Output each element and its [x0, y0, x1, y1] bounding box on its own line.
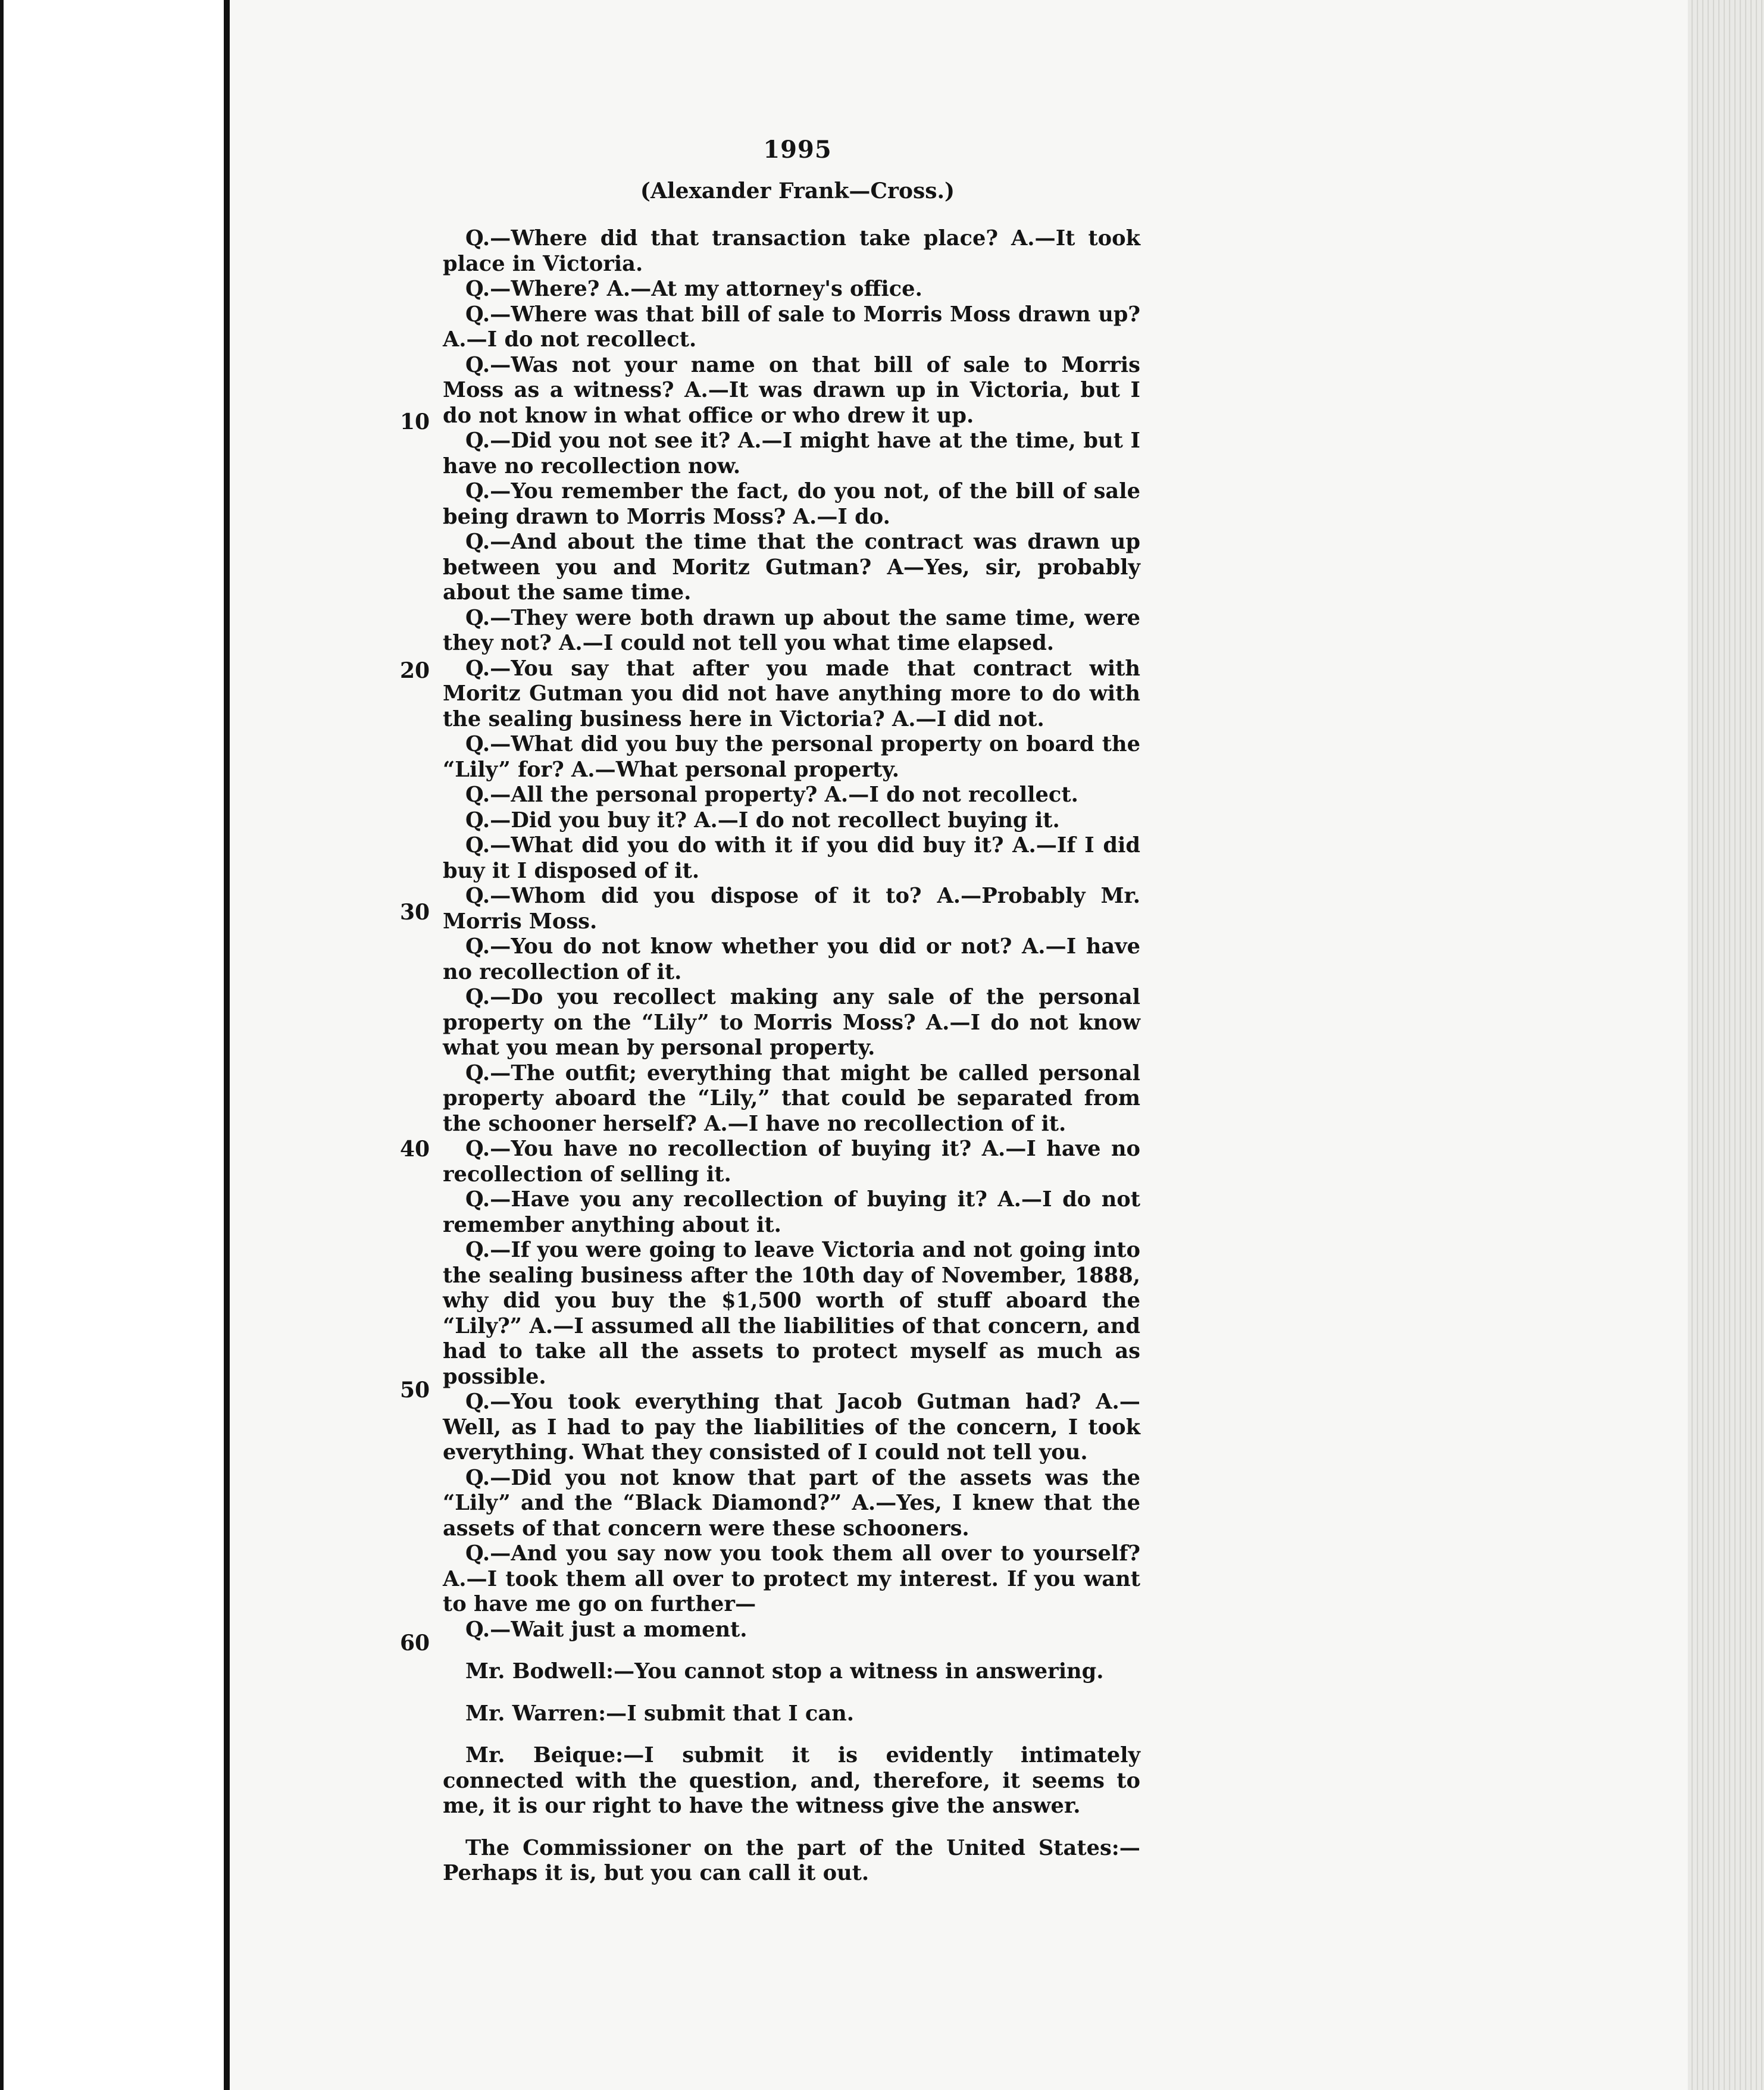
testimony-paragraph: Q.—They were both drawn up about the same time, were they not? A.—I could not tell you what time elapsed.	[443, 605, 1140, 655]
testimony-paragraph: Q.—All the personal property? A.—I do not recollect.	[465, 783, 1078, 807]
page-edge-stack	[1688, 0, 1764, 2090]
testimony-text	[443, 226, 1140, 1886]
testimony-paragraph: Q.—Where did that transaction take place? A.—It took place in Victoria.	[443, 226, 1140, 276]
testimony-paragraph: Q.—Did you not know that part of the assets was the “Lily” and the “Black Diamond?” A.—Yes, I knew that the assets of that concern were these schooners.	[443, 1465, 1140, 1541]
testimony-paragraph: Q.—Where? A.—At my attorney's office.	[465, 277, 922, 301]
testimony-paragraph: Q.—Have you any recollection of buying it? A.—I do not remember anything about it.	[443, 1187, 1140, 1237]
testimony-paragraph: Q.—Did you not see it? A.—I might have at the time, but I have no recollection now.	[443, 428, 1140, 478]
line-number: 50	[400, 1378, 430, 1403]
speaker-statement: Mr. Beique:—I submit it is evidently intimately connected with the question, and, therefore, it seems to me, it is our right to have the witness give the answer.	[443, 1743, 1140, 1818]
line-number: 60	[400, 1631, 430, 1656]
scan-left-margin	[0, 0, 4, 2090]
testimony-paragraph: Q.—The outfit; everything that might be called personal property aboard the “Lily,” that could be separated from the schooner herself? A.—I have no recollection of it.	[443, 1060, 1140, 1136]
speaker-statement: The Commissioner on the part of the United States:—Perhaps it is, but you can call it out.	[443, 1835, 1140, 1885]
testimony-paragraph: Q.—If you were going to leave Victoria and not going into the sealing business after the 10th day of November, 1888, why did you buy the $1,500 worth of stuff aboard the “Lily?” A.—I assumed all the liabilities of that concern, and had to take all the assets to protect myself as much as possible.	[443, 1238, 1140, 1389]
testimony-paragraph: Q.—You took everything that Jacob Gutman had? A.—Well, as I had to pay the liabilities of the concern, I took everything. What they consisted of I could not tell you.	[443, 1390, 1140, 1465]
line-number: 20	[400, 658, 430, 683]
testimony-paragraph: Q.—Where was that bill of sale to Morris Moss drawn up? A.—I do not recollect.	[443, 302, 1140, 352]
testimony-paragraph: Q.—And about the time that the contract was drawn up between you and Moritz Gutman? A—Yes, sir, probably about the same time.	[443, 530, 1140, 605]
line-number: 10	[400, 409, 430, 434]
testimony-paragraph: Q.—What did you buy the personal property on board the “Lily” for? A.—What personal property.	[443, 732, 1140, 782]
testimony-paragraph: Q.—Wait just a moment.	[465, 1617, 747, 1642]
speaker-statement: Mr. Bodwell:—You cannot stop a witness in answering.	[465, 1659, 1104, 1684]
testimony-paragraph: Q.—Did you buy it? A.—I do not recollect buying it.	[465, 808, 1060, 833]
line-number: 30	[400, 900, 430, 925]
page-number: 1995	[763, 136, 832, 164]
testimony-paragraph: Q.—Was not your name on that bill of sale to Morris Moss as a witness? A.—It was drawn up in Victoria, but I do not know in what office or who drew it up.	[443, 352, 1140, 428]
testimony-paragraph: Q.—And you say now you took them all over to yourself? A.—I took them all over to protect my interest. If you want to have me go on further—	[443, 1541, 1140, 1616]
testimony-paragraph: Q.—What did you do with it if you did buy it? A.—If I did buy it I disposed of it.	[443, 833, 1140, 883]
testimony-paragraph: Q.—You remember the fact, do you not, of the bill of sale being drawn to Morris Moss? A.—I do.	[443, 479, 1140, 529]
testimony-paragraph: Q.—Do you recollect making any sale of the personal property on the “Lily” to Morris Moss? A.—I do not know what you mean by personal property.	[443, 985, 1140, 1060]
testimony-paragraph: Q.—You say that after you made that contract with Moritz Gutman you did not have anything more to do with the sealing business here in Victoria? A.—I did not.	[443, 656, 1140, 731]
running-head: (Alexander Frank—Cross.)	[640, 179, 955, 204]
testimony-paragraph: Q.—Whom did you dispose of it to? A.—Probably Mr. Morris Moss.	[443, 884, 1140, 934]
line-number: 40	[400, 1137, 430, 1162]
speaker-statement: Mr. Warren:—I submit that I can.	[465, 1701, 854, 1726]
testimony-paragraph: Q.—You do not know whether you did or not? A.—I have no recollection of it.	[443, 934, 1140, 984]
testimony-paragraph: Q.—You have no recollection of buying it? A.—I have no recollection of selling it.	[443, 1137, 1140, 1187]
